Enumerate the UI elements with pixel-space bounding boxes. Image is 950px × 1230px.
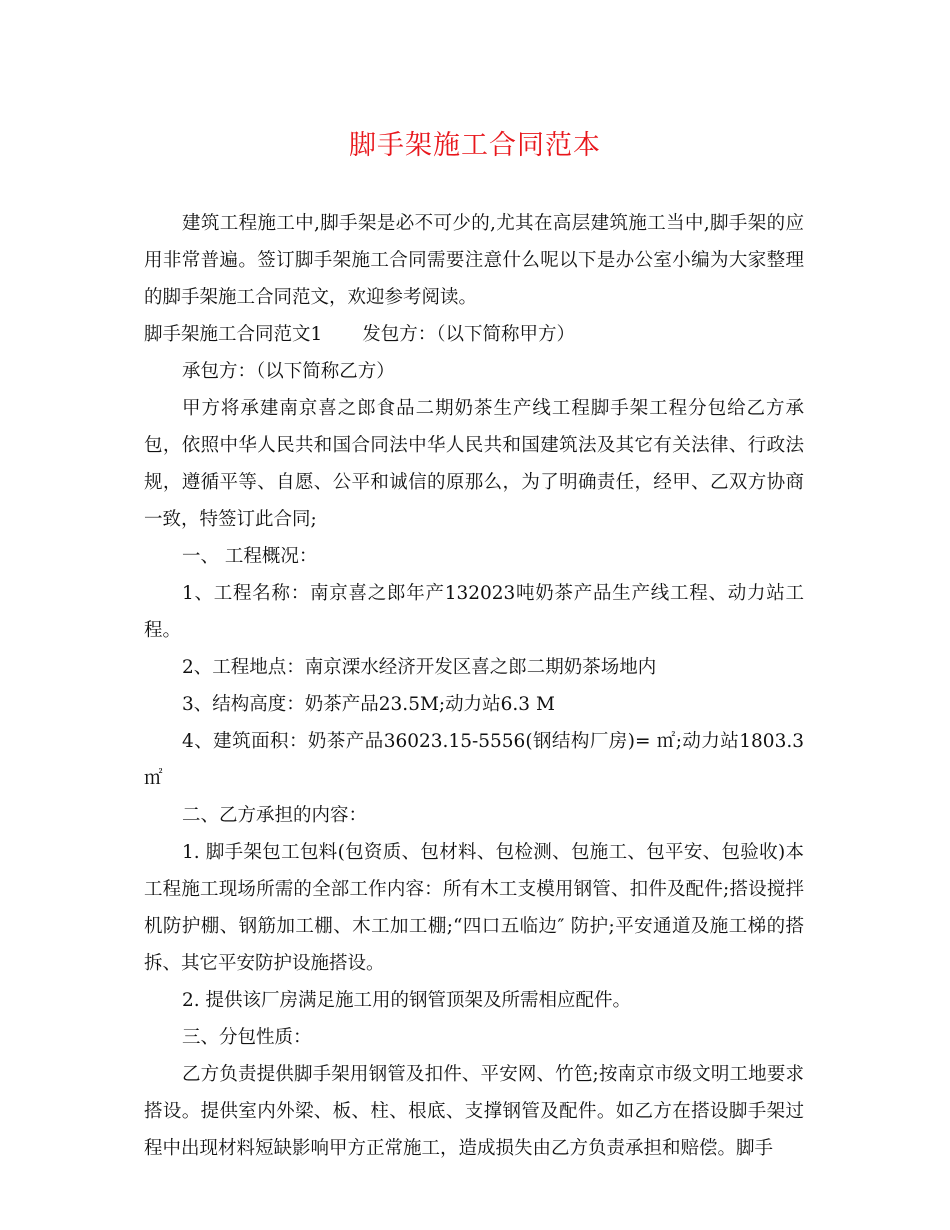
section-heading-nature: 三、分包性质：: [182, 1027, 312, 1048]
document-title: 脚手架施工合同范本: [349, 130, 601, 161]
scope-item-2: 2. 提供该厂房满足施工用的钢管顶架及所需相应配件。: [182, 990, 632, 1011]
document-body: [144, 205, 804, 1167]
intro-paragraph: 建筑工程施工中,脚手架是必不可少的,尤其在高层建筑施工当中,脚手架的应用非常普遍。签订脚手架施工合同需要注意什么呢以下是办公室小编为大家整理的脚手架施工合同范文，欢迎参考阅读。: [144, 213, 804, 308]
scope-item-1: 1. 脚手架包工包料(包资质、包材料、包检测、包施工、包平安、包验收)本工程施工现场所需的全部工作内容：所有木工支模用钢管、扣件及配件;搭设搅拌机防护棚、钢筋加工棚、木工加工棚;“四口五临边″ 防护;平安通道及施工梯的搭拆、其它平安防护设施搭设。: [144, 842, 804, 974]
employer-label: 发包方：（以下简称甲方）: [362, 324, 576, 345]
section-heading-scope: 二、乙方承担的内容：: [182, 805, 368, 826]
project-location-item: 2、工程地点：南京溧水经济开发区喜之郎二期奶茶场地内: [182, 657, 657, 678]
building-area-item: 4、建筑面积：奶茶产品36023.15-5556(钢结构厂房)= ㎡;动力站1803.3㎡: [144, 731, 804, 789]
section-heading-overview: 一、 工程概况：: [182, 546, 318, 567]
contract-header-line: [144, 316, 804, 353]
agreement-paragraph: 甲方将承建南京喜之郎食品二期奶茶生产线工程脚手架工程分包给乙方承包，依照中华人民共和国合同法中华人民共和国建筑法及其它有关法律、行政法规，遵循平等、自愿、公平和诚信的原那么，为了明确责任，经甲、乙双方协商一致，特签订此合同;: [144, 398, 804, 530]
structure-height-item: 3、结构高度：奶茶产品23.5M;动力站6.3 M: [182, 694, 555, 715]
nature-paragraph: 乙方负责提供脚手架用钢管及扣件、平安网、竹笆;按南京市级文明工地要求搭设。提供室内外梁、板、柱、根底、支撑钢管及配件。如乙方在搭设脚手架过程中出现材料短缺影响甲方正常施工，造成损失由乙方负责承担和赔偿。脚手: [144, 1064, 804, 1159]
contractor-label: 承包方：（以下简称乙方）: [182, 361, 395, 382]
contract-sample-label: 脚手架施工合同范文1: [144, 324, 323, 345]
project-name-item: 1、工程名称：南京喜之郎年产132023吨奶茶产品生产线工程、动力站工程。: [144, 583, 804, 641]
